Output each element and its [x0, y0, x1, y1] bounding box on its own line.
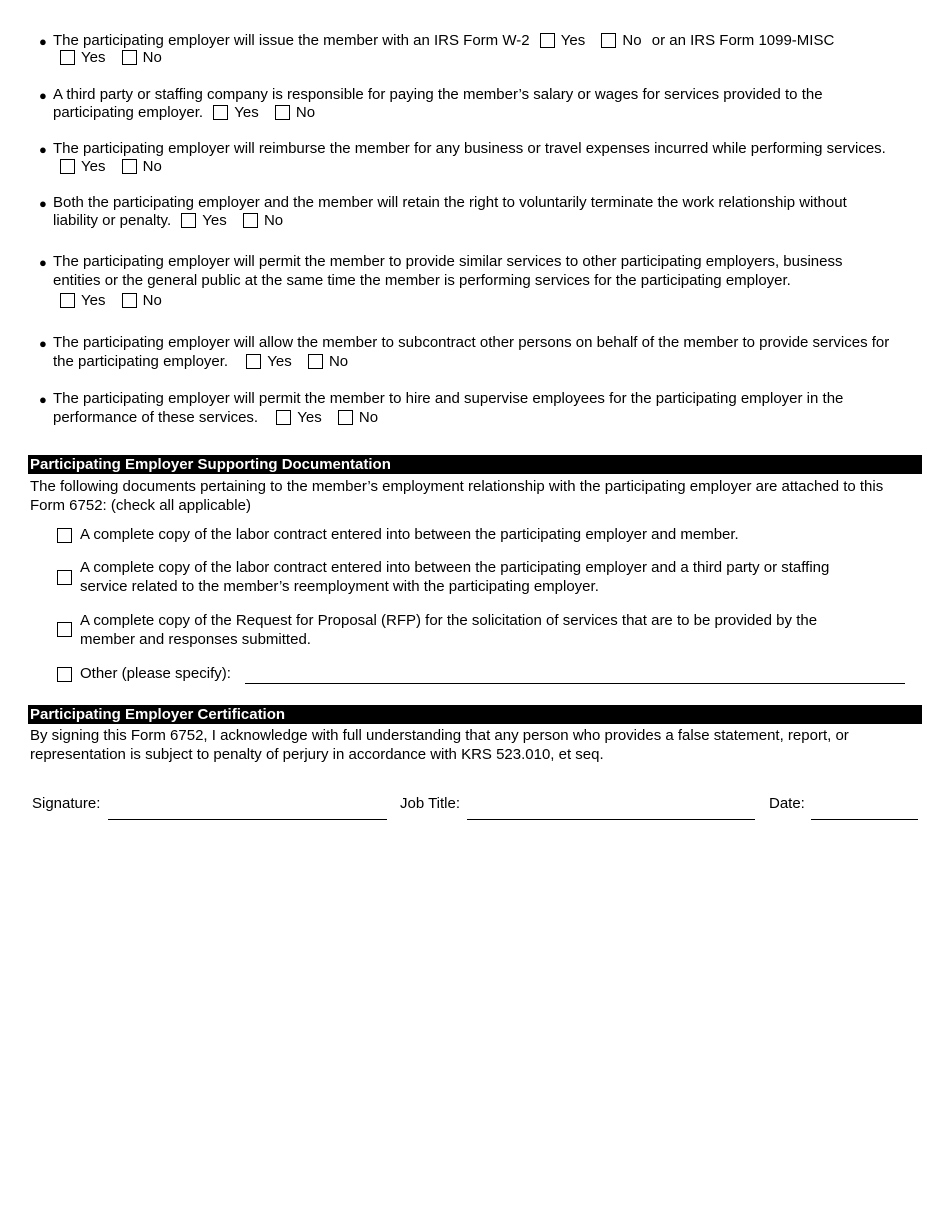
question-text: The participating employer will issue the member with an IRS Form W-2 — [53, 32, 530, 49]
question-text: performance of these services. — [53, 409, 259, 426]
q2-no-checkbox[interactable] — [275, 105, 290, 120]
q6-yes-checkbox[interactable] — [246, 354, 261, 369]
doc-rfp-checkbox[interactable] — [57, 622, 72, 637]
other-specify-input[interactable] — [245, 665, 905, 683]
question-third-party: A third party or staffing company is responsible for paying the member’s salary or wages for services provided to the — [53, 86, 823, 103]
bullet-icon: ● — [39, 255, 47, 270]
question-hire-supervise-line2 — [53, 409, 378, 428]
q6-no-checkbox[interactable] — [308, 354, 323, 369]
question-w2 — [53, 32, 834, 51]
documentation-intro-line2: Form 6752: (check all applicable) — [30, 497, 251, 514]
job-title-input[interactable] — [467, 800, 755, 818]
doc-rfp-label-line2: member and responses submitted. — [80, 631, 311, 648]
yes-label: Yes — [267, 353, 292, 370]
question-terminate: Both the participating employer and the member will retain the right to voluntarily terminate the work relationship without — [53, 194, 847, 211]
date-line — [811, 819, 918, 820]
q7-yes-checkbox[interactable] — [276, 410, 291, 425]
bullet-icon: ● — [39, 88, 47, 103]
q1-w2-no-checkbox[interactable] — [601, 33, 616, 48]
question-third-party-line2 — [53, 104, 315, 123]
question-hire-supervise: The participating employer will permit the member to hire and supervise employees for the participating employer in the — [53, 390, 844, 407]
question-text-1099: or an IRS Form 1099-MISC — [651, 32, 835, 49]
yes-label: Yes — [560, 32, 586, 49]
doc-other-checkbox[interactable] — [57, 667, 72, 682]
q1-w2-yes-checkbox[interactable] — [540, 33, 555, 48]
documentation-intro: The following documents pertaining to the member’s employment relationship with the participating employer are attached to this — [30, 478, 884, 495]
job-title-label: Job Title: — [400, 795, 461, 812]
section-header-certification: Participating Employer Certification — [28, 705, 922, 724]
question-terminate-line2 — [53, 212, 283, 231]
q1-1099-yes-checkbox[interactable] — [60, 50, 75, 65]
question-similar-services-options — [60, 292, 162, 311]
doc-labor-contract-third-party-checkbox[interactable] — [57, 570, 72, 585]
no-label: No — [263, 212, 284, 229]
bullet-icon: ● — [39, 336, 47, 351]
no-label: No — [328, 353, 349, 370]
q5-no-checkbox[interactable] — [122, 293, 137, 308]
q5-yes-checkbox[interactable] — [60, 293, 75, 308]
bullet-icon: ● — [39, 392, 47, 407]
question-subcontract: The participating employer will allow the member to subcontract other persons on behalf of the member to provide services for — [53, 334, 890, 351]
date-label: Date: — [769, 795, 805, 812]
signature-line — [108, 819, 387, 820]
question-1099-options — [60, 49, 162, 68]
q4-yes-checkbox[interactable] — [181, 213, 196, 228]
no-label: No — [295, 104, 316, 121]
other-specify-line — [245, 683, 905, 684]
no-label: No — [622, 32, 642, 49]
q4-no-checkbox[interactable] — [243, 213, 258, 228]
question-similar-services-line2: entities or the general public at the same time the member is performing services for the participating employer. — [53, 272, 791, 289]
question-text: the participating employer. — [53, 353, 229, 370]
certification-text-line2: representation is subject to penalty of perjury in accordance with KRS 523.010, et seq. — [30, 746, 604, 763]
question-similar-services: The participating employer will permit the member to provide similar services to other participating employers, business — [53, 253, 843, 270]
yes-label: Yes — [81, 292, 106, 309]
question-text: participating employer. — [53, 104, 204, 121]
no-label: No — [142, 292, 162, 309]
signature-label: Signature: — [32, 795, 101, 812]
q2-yes-checkbox[interactable] — [213, 105, 228, 120]
section-header-documentation: Participating Employer Supporting Documentation — [28, 455, 922, 474]
question-text: liability or penalty. — [53, 212, 172, 229]
date-input[interactable] — [811, 800, 918, 818]
question-reimburse: The participating employer will reimburse the member for any business or travel expenses incurred while performing services. — [53, 140, 886, 157]
yes-label: Yes — [297, 409, 322, 426]
question-reimburse-options — [60, 158, 162, 177]
yes-label: Yes — [81, 49, 106, 66]
no-label: No — [142, 49, 162, 66]
doc-labor-contract-member-checkbox[interactable] — [57, 528, 72, 543]
doc-labor-contract-third-party-label-line2: service related to the member’s reemployment with the participating employer. — [80, 578, 599, 595]
certification-text: By signing this Form 6752, I acknowledge with full understanding that any person who provides a false statement, report, or — [30, 727, 849, 744]
doc-other-label: Other (please specify): — [80, 665, 231, 682]
job-title-line — [467, 819, 755, 820]
question-subcontract-line2 — [53, 353, 348, 372]
doc-rfp-label: A complete copy of the Request for Proposal (RFP) for the solicitation of services that are to be provided by the — [80, 612, 818, 629]
bullet-icon: ● — [39, 34, 47, 49]
q1-1099-no-checkbox[interactable] — [122, 50, 137, 65]
q7-no-checkbox[interactable] — [338, 410, 353, 425]
q3-yes-checkbox[interactable] — [60, 159, 75, 174]
bullet-icon: ● — [39, 142, 47, 157]
yes-label: Yes — [202, 212, 227, 229]
yes-label: Yes — [81, 158, 106, 175]
no-label: No — [142, 158, 162, 175]
doc-labor-contract-third-party-label: A complete copy of the labor contract entered into between the participating employer and a third party or staffing — [80, 559, 830, 576]
bullet-icon: ● — [39, 196, 47, 211]
doc-labor-contract-member-label: A complete copy of the labor contract entered into between the participating employer and member. — [80, 526, 739, 543]
no-label: No — [358, 409, 379, 426]
signature-input[interactable] — [108, 800, 387, 818]
yes-label: Yes — [234, 104, 259, 121]
q3-no-checkbox[interactable] — [122, 159, 137, 174]
